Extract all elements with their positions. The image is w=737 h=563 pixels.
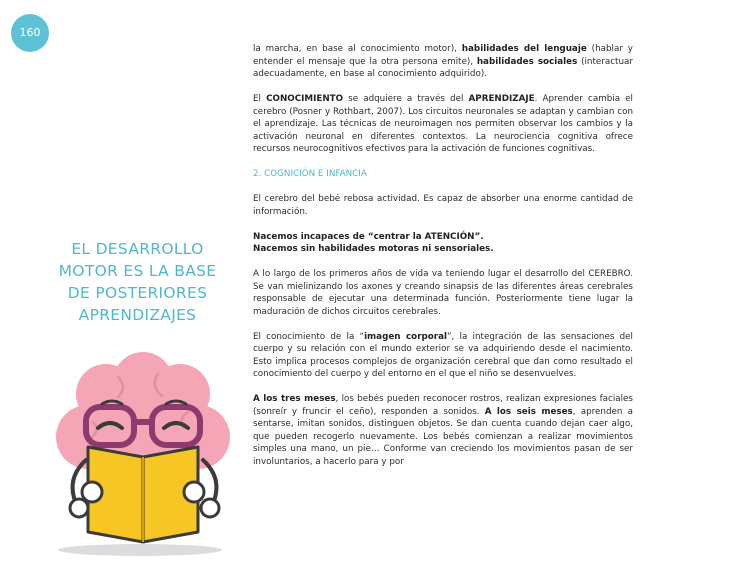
right-hand	[184, 482, 204, 502]
page-number: 160	[19, 26, 41, 39]
callout-line-2: Nacemos sin habilidades motoras ni sensoriales.	[253, 244, 494, 254]
section-heading: 2. COGNICIÓN E INFANCIA	[253, 169, 367, 179]
shadow-shape	[58, 544, 222, 556]
brain-reading-book-illustration	[48, 352, 238, 557]
paragraph-5: El conocimiento de la “imagen corporal”, la integración de las sensaciones del cuerpo y su relación con el mundo exterior se va adquiriendo desde el nacimiento. Esto implica procesos complejos de organización cerebral que dan como resultado el conocimiento del cuerpo y del entorno en el que el niño se desenvuelves.	[253, 331, 633, 379]
callout-line-1: Nacemos incapaces de “centrar la ATENCIÓN”.	[253, 231, 484, 242]
paragraph-3: El cerebro del bebé rebosa actividad. Es capaz de absorber una enorme cantidad de información.	[253, 194, 633, 217]
paragraph-6: A los tres meses, los bebés pueden reconocer rostros, realizan expresiones faciales (sonreír y fruncir el ceño), responden a sonidos. A los seis meses, aprenden a sentarse, imitan sonidos, distinguen objetos. Se dan cuenta cuando dejan caer algo, que pueden recogerlo nuevamente. Los bebés comienzan a realizar movimientos simples una mano, un pie… Conforme van creciendo los movimientos pasan de ser involuntarios, a hacerlo para y por	[253, 394, 633, 467]
callout	[253, 231, 633, 256]
page-number-badge	[11, 14, 49, 52]
paragraph-1: la marcha, en base al conocimiento motor), habilidades del lenguaje (hablar y entender el mensaje que la otra persona emite), habilidades sociales (interactuar adecuadamente, en base al conocimiento adquirido).	[253, 44, 633, 79]
side-title: EL DESARROLLO MOTOR ES LA BASE DE POSTERIORES APRENDIZAJES	[58, 240, 217, 324]
left-hand	[82, 482, 102, 502]
paragraph-2: El CONOCIMIENTO se adquiere a través del APRENDIZAJE. Aprender cambia el cerebro (Posner y Rothbart, 2007). Los circuitos neuronales se adaptan y cambian con el aprendizaje. Las técnicas de neuroimagen nos permiten observar los cambios y la activación neuronal en diferentes contextos. La neurociencia cognitiva ofrece recursos neurocognitivos efectivos para la activación de funciones cognitivas.	[253, 94, 633, 154]
paragraph-4: A lo largo de los primeros años de vida va teniendo lugar el desarrollo del CEREBRO. Se van mielinizando los axones y creando sinapsis de las diferentes áreas cerebrales responsable de ejecutar una determinada función. Posteriormente tiene lugar la maduración de dichos circuitos cerebrales.	[253, 269, 633, 317]
body-text-column	[253, 43, 633, 481]
